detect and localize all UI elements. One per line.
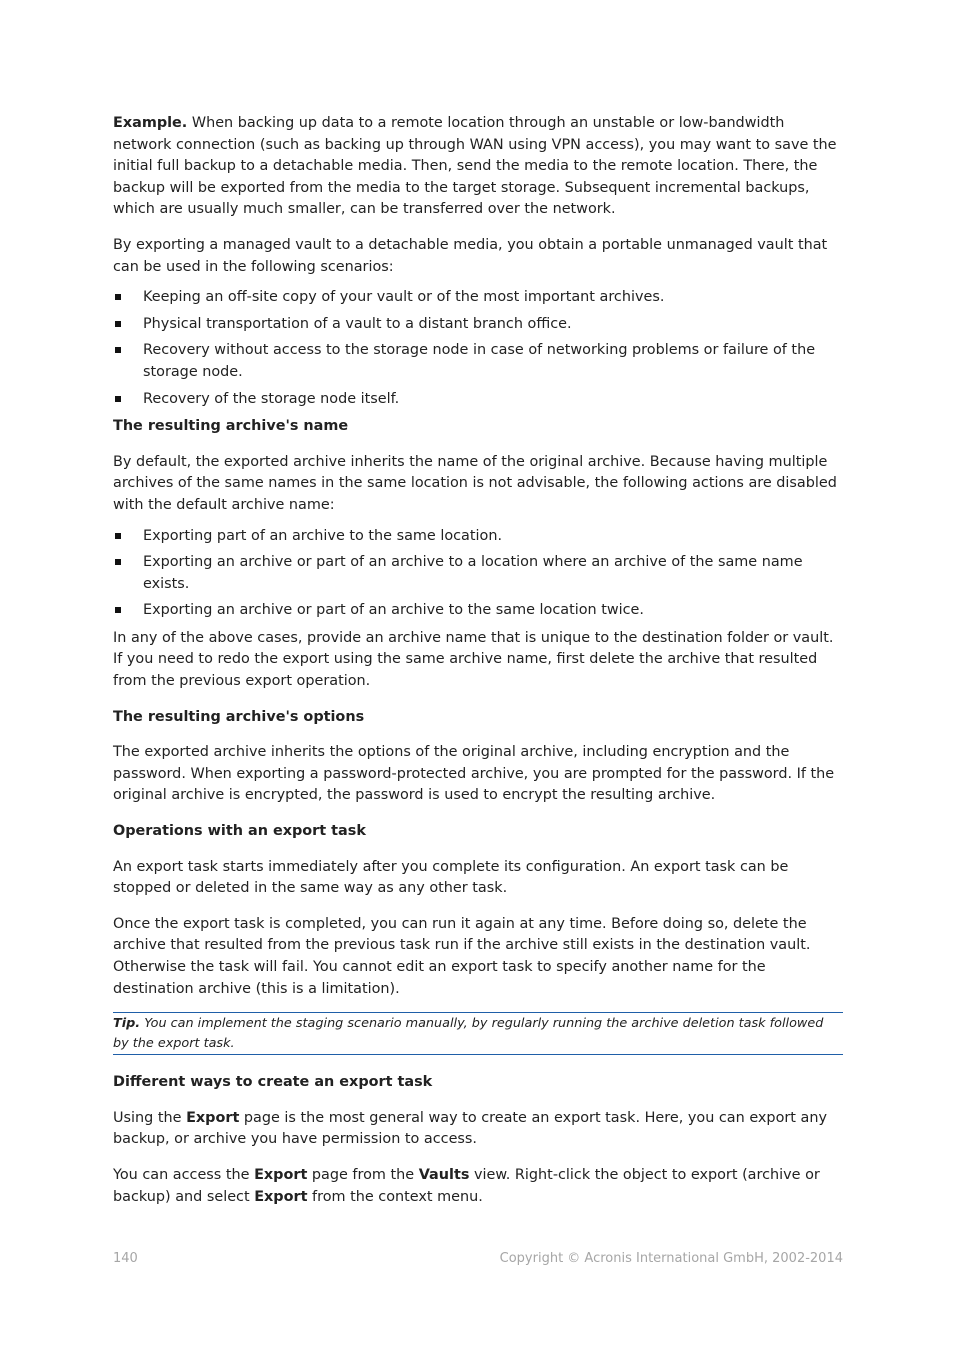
section-heading-ways: Different ways to create an export task xyxy=(113,1074,433,1091)
archive-options-paragraph: The exported archive inherits the options of the original archive, including encryption and the password. When exporting a password-protected archive, you are prompted for the password. If the original archive is encrypted, the password is used to encrypt the resulting archive. xyxy=(113,744,835,804)
example-text: When backing up data to a remote location through an unstable or low-bandwidth network connection (such as backing up through WAN using VPN access), you may want to save the initial full backup to a detachable media. Then, send the media to the remote location. There, the backup will be exported from the media to the target storage. Subsequent incremental backups, which are usually much smaller, can be transferred over the network. xyxy=(113,115,837,218)
list-item: Recovery without access to the storage node in case of networking problems or failure of the storage node. xyxy=(113,340,843,383)
ways-paragraph-1 xyxy=(113,1108,843,1151)
page-number: 140 xyxy=(113,1251,138,1266)
vaults-view-term: Vaults xyxy=(418,1166,470,1183)
archive-name-paragraph: By default, the exported archive inherits the name of the original archive. Because having multiple archives of the same names in the same location is not advisable, the following actions are disabled with the default archive name: xyxy=(113,453,837,513)
list-item: Keeping an off-site copy of your vault or of the most important archives. xyxy=(113,287,843,309)
text-run: page from the xyxy=(307,1166,419,1183)
export-menu-term: Export xyxy=(254,1188,308,1205)
ways-paragraph-2 xyxy=(113,1165,843,1208)
tip-box xyxy=(113,1012,843,1055)
page-content xyxy=(113,113,843,1222)
copyright-notice: Copyright © Acronis International GmbH, 2002-2014 xyxy=(499,1251,843,1266)
list-item: Exporting an archive or part of an archive to the same location twice. xyxy=(113,600,843,622)
scenarios-list xyxy=(113,287,843,410)
scenarios-paragraph: By exporting a managed vault to a detachable media, you obtain a portable unmanaged vault that can be used in the following scenarios: xyxy=(113,236,828,275)
export-page-term: Export xyxy=(254,1166,308,1183)
tip-label: Tip. xyxy=(113,1016,141,1032)
section-heading-operations: Operations with an export task xyxy=(113,823,366,840)
example-label: Example. xyxy=(113,115,188,131)
example-paragraph xyxy=(113,113,843,221)
text-run: page is the most general way to create an export task. Here, you can export any backup, or archive you have permission to access. xyxy=(113,1109,827,1148)
archive-name-list xyxy=(113,526,843,622)
archive-name-followup: In any of the above cases, provide an archive name that is unique to the destination folder or vault. If you need to redo the export using the same archive name, first delete the archive that resulted from the previous export operation. xyxy=(113,629,834,690)
text-run: Using the xyxy=(113,1109,187,1126)
section-heading-archive-name: The resulting archive's name xyxy=(113,418,349,435)
list-item: Exporting part of an archive to the same location. xyxy=(113,526,843,548)
text-run: view. Right-click the object to export (archive or backup) and select xyxy=(113,1166,820,1205)
list-item: Physical transportation of a vault to a distant branch office. xyxy=(113,314,843,336)
operations-paragraph-1: An export task starts immediately after you complete its configuration. An export task can be stopped or deleted in the same way as any other task. xyxy=(113,858,789,897)
section-heading-archive-options: The resulting archive's options xyxy=(113,708,365,725)
tip-text: You can implement the staging scenario manually, by regularly running the archive deletion task followed by the export task. xyxy=(113,1016,824,1052)
list-item: Exporting an archive or part of an archive to a location where an archive of the same name exists. xyxy=(113,552,843,595)
text-run: You can access the xyxy=(113,1166,255,1183)
export-page-term: Export xyxy=(186,1109,240,1126)
list-item: Recovery of the storage node itself. xyxy=(113,389,843,411)
text-run: from the context menu. xyxy=(307,1188,483,1205)
operations-paragraph-2: Once the export task is completed, you can run it again at any time. Before doing so, delete the archive that resulted from the previous task run if the archive still exists in the destination vault. Otherwise the task will fail. You cannot edit an export task to specify another name for the destination archive (this is a limitation). xyxy=(113,915,811,997)
